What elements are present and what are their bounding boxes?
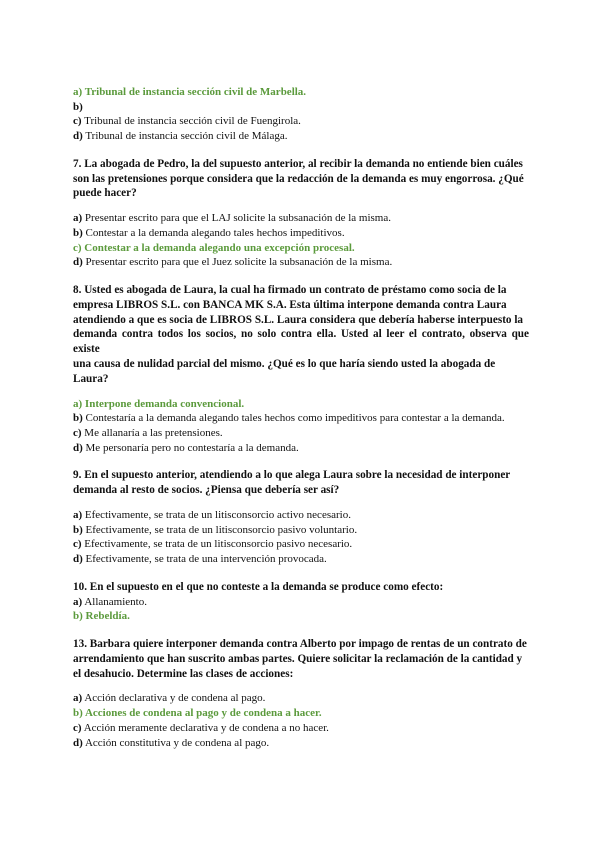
q7-question-line-2: son las pretensiones porque considera que la redacción de la demanda es muy engorrosa. ¿Qué — [73, 172, 524, 185]
option-letter: d) — [73, 441, 83, 454]
document-content — [73, 85, 529, 750]
q9-option-a — [73, 508, 529, 523]
option-letter: b) — [73, 100, 83, 113]
option-text: Tribunal de instancia sección civil de Marbella. — [84, 86, 307, 98]
option-letter: a) — [73, 212, 83, 225]
option-letter: b) — [73, 226, 83, 239]
q13-options — [73, 691, 529, 750]
option-letter: b) — [73, 523, 83, 536]
option-letter: a) — [73, 509, 83, 521]
q8-option-a — [73, 397, 529, 412]
q8-option-c — [73, 426, 529, 441]
option-letter: a) — [73, 397, 83, 410]
option-text: Acción constitutiva y de condena al pago. — [84, 736, 270, 749]
option-letter: c) — [73, 115, 82, 128]
option-letter: a) — [73, 692, 83, 705]
q10-option-b — [73, 609, 529, 624]
q13-question-line-3: el desahucio. Determine las clases de acciones: — [73, 667, 294, 680]
option-letter: b) — [73, 610, 83, 623]
option-text: Acción meramente declarativa y de condena a no hacer. — [83, 721, 329, 734]
q13-option-c — [73, 721, 529, 736]
option-text: Efectivamente, se trata de un litisconsorcio pasivo voluntario. — [85, 523, 358, 536]
option-text: Contestaría a la demanda alegando tales hechos como impeditivos para contestar a la demanda. — [85, 412, 505, 425]
q7-question — [73, 157, 529, 201]
option-text: Acción declarativa y de condena al pago. — [84, 692, 266, 705]
option-letter: b) — [73, 707, 83, 720]
option-letter: d) — [73, 553, 83, 566]
option-text: Contestar a la demanda alegando una excepción procesal. — [84, 241, 355, 254]
q6-option-b — [73, 100, 529, 115]
q7-options — [73, 211, 529, 270]
q7-option-c — [73, 241, 529, 256]
q9-question — [73, 468, 529, 498]
option-letter: d) — [73, 256, 83, 269]
option-letter: c) — [73, 241, 82, 254]
q8-options — [73, 397, 529, 456]
option-text: Tribunal de instancia sección civil de Málaga. — [85, 130, 288, 143]
option-text: Contestar a la demanda alegando tales hechos impeditivos. — [85, 226, 345, 239]
option-letter: a) — [73, 86, 83, 98]
q13-option-b — [73, 706, 529, 721]
option-text: Efectivamente, se trata de un litisconsorcio pasivo necesario. — [84, 538, 353, 551]
q9-option-d — [73, 552, 529, 567]
option-letter: c) — [73, 427, 82, 439]
option-text: Acciones de condena al pago y de condena a hacer. — [84, 707, 322, 720]
q6-option-a — [73, 85, 529, 100]
q9-question-line-1: 9. En el supuesto anterior, atendiendo a lo que alega Laura sobre la necesidad de interponer — [73, 469, 511, 482]
q8-question-line-5: una causa de nulidad parcial del mismo. ¿Qué es lo que haría siendo usted la abogada de — [73, 358, 496, 370]
q8-question-line-3: atendiendo a que es socia de LIBROS S.L. Laura considera que debería haberse interpuesto la — [73, 313, 524, 326]
q7-question-line-3: puede hacer? — [73, 187, 137, 200]
q13-option-a — [73, 691, 529, 706]
q7-question-line-1: 7. La abogada de Pedro, la del supuesto anterior, al recibir la demanda no entiende bien cuáles — [73, 157, 523, 170]
q7-option-a — [73, 211, 529, 226]
q7-option-d — [73, 255, 529, 270]
q10-question-line-1: 10. En el supuesto en el que no conteste a la demanda se produce como efecto: — [73, 580, 444, 593]
q6-option-c — [73, 114, 529, 129]
option-text: Interpone demanda convencional. — [84, 397, 245, 410]
q13-option-d — [73, 736, 529, 751]
option-letter: d) — [73, 130, 83, 143]
option-text: Me allanaría a las pretensiones. — [84, 427, 223, 439]
q13-question — [73, 637, 529, 681]
option-letter: d) — [73, 736, 83, 749]
option-text: Rebeldía. — [85, 610, 130, 623]
q8-option-d — [73, 441, 529, 456]
option-letter: a) — [73, 595, 83, 608]
option-text: Presentar escrito para que el LAJ solicite la subsanación de la misma. — [84, 212, 391, 225]
option-letter: c) — [73, 721, 82, 734]
option-text: Tribunal de instancia sección civil de Fuengirola. — [84, 115, 301, 128]
option-text: Me personaría pero no contestaría a la demanda. — [85, 441, 299, 454]
q9-options — [73, 508, 529, 567]
q8-question-line-1: 8. Usted es abogada de Laura, la cual ha firmado un contrato de préstamo como socia de la — [73, 284, 507, 297]
q10-option-a — [73, 595, 529, 610]
q8-option-b — [73, 411, 529, 426]
q10-options — [73, 595, 529, 624]
q6-options — [73, 85, 529, 144]
option-letter: b) — [73, 412, 83, 425]
option-text: Presentar escrito para que el Juez solicite la subsanación de la misma. — [85, 256, 393, 269]
option-letter: c) — [73, 538, 82, 551]
option-text: Efectivamente, se trata de una intervención provocada. — [85, 553, 327, 566]
q8-question-line-6: Laura? — [73, 372, 109, 385]
option-text: Allanamiento. — [84, 595, 147, 608]
q8-question — [73, 283, 529, 387]
q9-option-c — [73, 537, 529, 552]
q13-question-line-1: 13. Barbara quiere interponer demanda contra Alberto por impago de rentas de un contrato de — [73, 638, 527, 651]
q8-question-line-4: demanda contra todos los socios, no solo contra ella. Usted al leer el contrato, observa que existe — [73, 328, 529, 356]
q9-question-line-2: demanda al resto de socios. ¿Piensa que debería ser así? — [73, 484, 340, 497]
q7-option-b — [73, 226, 529, 241]
q8-question-line-2: empresa LIBROS S.L. con BANCA MK S.A. Esta última interpone demanda contra Laura — [73, 298, 507, 311]
q13-question-line-2: arrendamiento que han suscrito ambas partes. Quiere solicitar la reclamación de la cantidad y — [73, 652, 523, 665]
q10-question — [73, 580, 529, 595]
q9-option-b — [73, 523, 529, 538]
option-text: Efectivamente, se trata de un litisconsorcio activo necesario. — [84, 509, 351, 521]
q6-option-d — [73, 129, 529, 144]
